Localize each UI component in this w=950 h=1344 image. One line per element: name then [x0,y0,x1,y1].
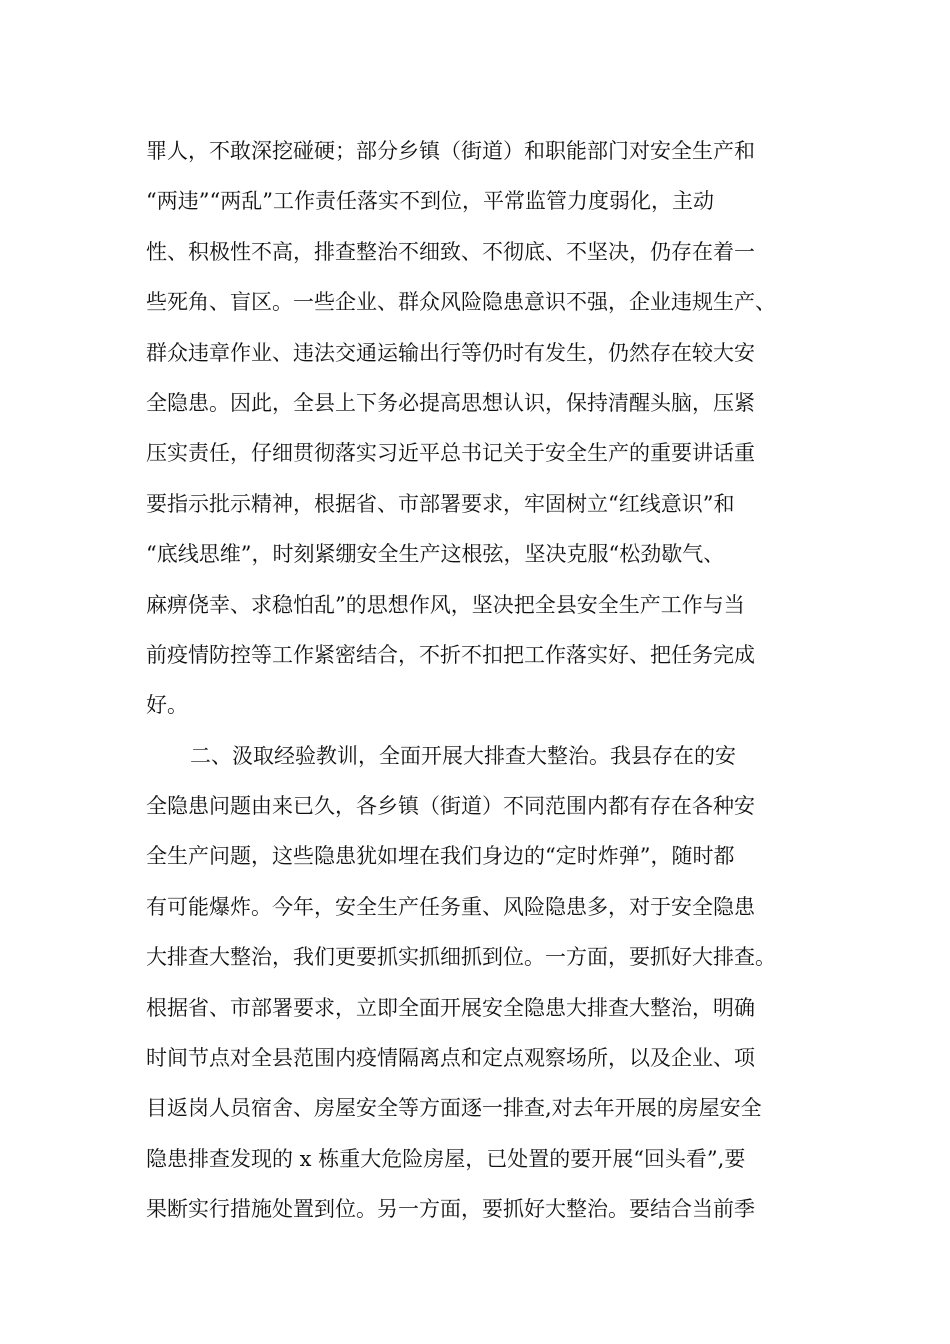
text-line: 果断实行措施处置到位。另一方面，要抓好大整治。要结合当前季 [146,1197,755,1222]
text-line: 根据省、市部署要求，立即全面开展安全隐患大排查大整治，明确 [146,995,755,1020]
text-line: 全隐患。因此，全县上下务必提高思想认识，保持清醒头脑，压紧 [146,390,755,415]
text-line: 隐患排查发现的 x 栋重大危险房屋，已处置的要开展“回头看”,要 [146,1146,746,1171]
text-line: 麻痹侥幸、求稳怕乱”的思想作风，坚决把全县安全生产工作与当 [146,592,745,617]
text-line: 大排查大整治，我们更要抓实抓细抓到位。一方面，要抓好大排查。 [146,945,776,970]
text-line: 全隐患问题由来已久，各乡镇（街道）不同范围内都有存在各种安 [146,794,755,819]
text-line: 性、积极性不高，排查整治不细致、不彻底、不坚决，仍存在着一 [146,239,755,264]
text-line: 群众违章作业、违法交通运输出行等仍时有发生，仍然存在较大安 [146,340,755,365]
body-text [146,136,836,1245]
text-line: 压实责任，仔细贯彻落实习近平总书记关于安全生产的重要讲话重 [146,441,755,466]
text-line: 前疫情防控等工作紧密结合，不折不扣把工作落实好、把任务完成 [146,642,755,667]
text-line: 有可能爆炸。今年，安全生产任务重、风险隐患多，对于安全隐患 [146,894,755,919]
text-line: “底线思维”，时刻紧绷安全生产这根弦，坚决克服“松劲歇气、 [146,542,725,567]
paragraph-2 [146,741,836,1245]
text-line: 二、汲取经验教训，全面开展大排查大整治。我县存在的安 [190,743,736,768]
text-line: 目返岗人员宿舍、房屋安全等方面逐一排查,对去年开展的房屋安全 [146,1096,762,1121]
text-line: “两违”“两乱”工作责任落实不到位，平常监管力度弱化，主动 [146,189,714,214]
text-line: 罪人，不敢深挖碰硬；部分乡镇（街道）和职能部门对安全生产和 [146,139,755,163]
text-line: 全生产问题，这些隐患犹如埋在我们身边的“定时炸弹”，随时都 [146,844,735,869]
text-line: 要指示批示精神，根据省、市部署要求，牢固树立“红线意识”和 [146,491,735,516]
paragraph-1 [146,136,836,741]
text-line: 时间节点对全县范围内疫情隔离点和定点观察场所，以及企业、项 [146,1046,755,1071]
text-line: 些死角、盲区。一些企业、群众风险隐患意识不强，企业违规生产、 [146,290,776,315]
text-line: 好。 [146,693,188,718]
